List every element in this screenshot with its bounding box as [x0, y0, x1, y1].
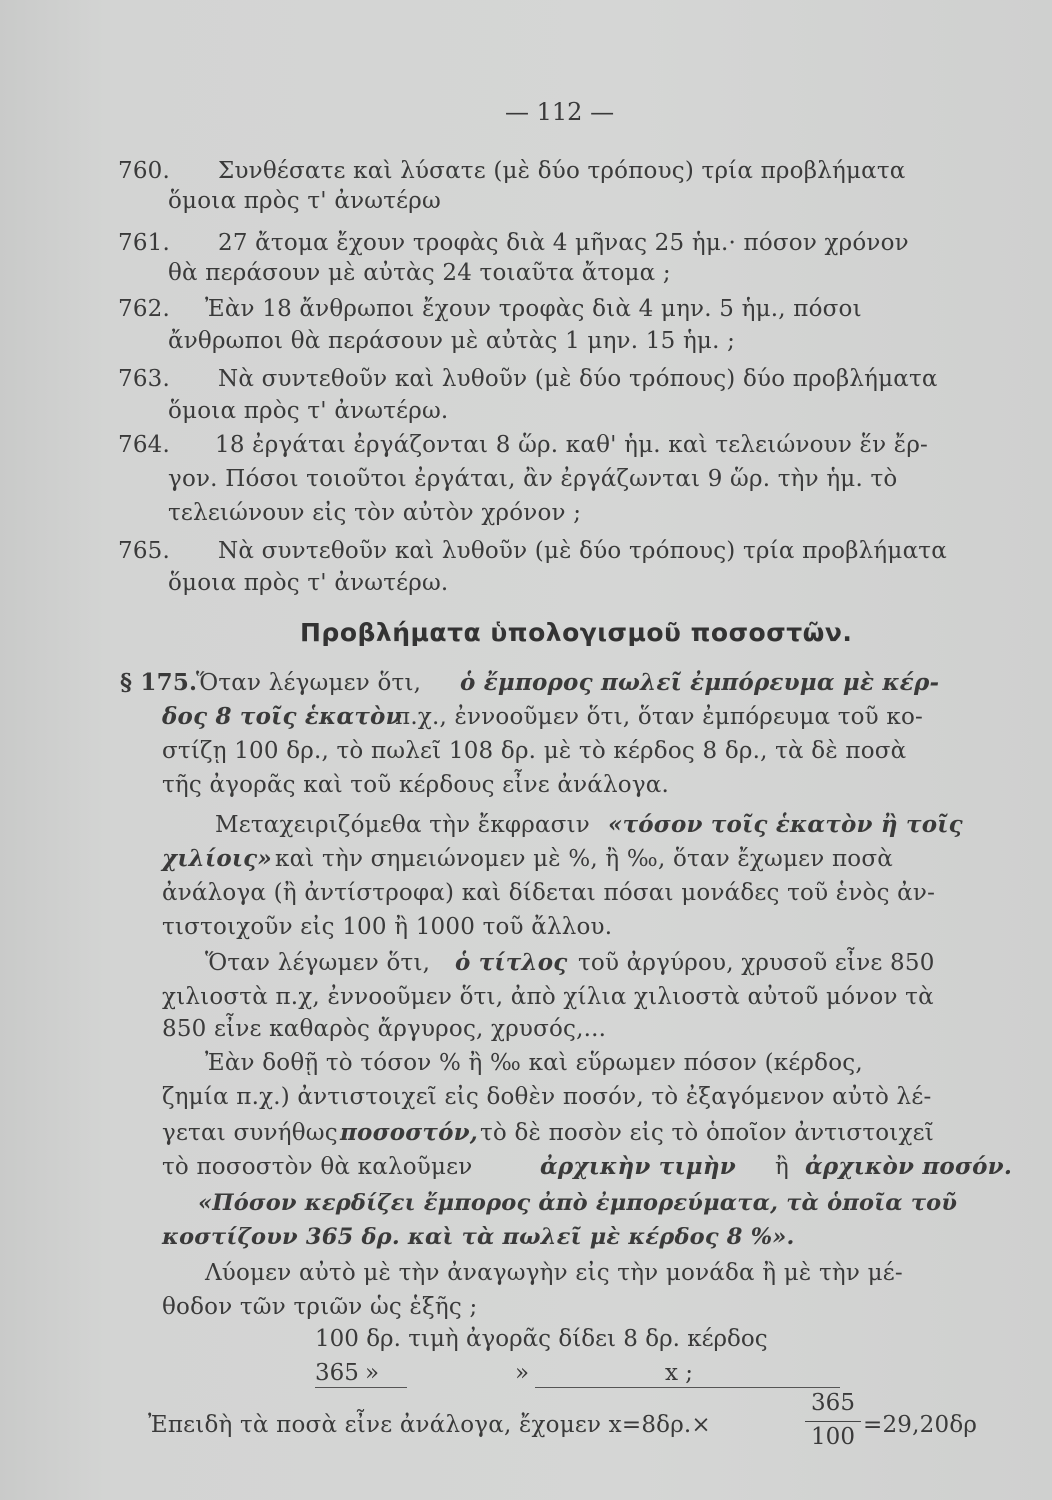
text: Ἐὰν δοθῇ τὸ τόσον % ἢ ‰ καὶ εὕρωμεν πόσον (κέρδος, [205, 1050, 863, 1076]
ditto-mark: » [515, 1360, 530, 1386]
text: Ἐπειδὴ τὰ ποσὰ εἶνε ἀνάλογα, ἔχομεν x=8δρ.× [148, 1412, 711, 1438]
table-row [315, 1360, 694, 1386]
italic-text: κοστίζουν 365 δρ. καὶ τὰ πωλεῖ μὲ κέρδος 8 %». [162, 1224, 795, 1250]
problem-text: ὅμοια πρὸς τ' ἀνωτέρω. [168, 398, 449, 424]
italic-text: «Πόσον κερδίζει ἔμπορος ἀπὸ ἐμπορεύματα, τὰ ὁποῖα τοῦ [198, 1190, 958, 1216]
section-heading: Προβλήματα ὑπολογισμοῦ ποσοστῶν. [300, 618, 853, 647]
problem-number: 765. [118, 538, 171, 564]
problem-number: 763. [118, 366, 171, 392]
ditto-mark: » [365, 1360, 380, 1386]
text: καὶ τὴν σημειώνομεν μὲ %, ἢ ‰, ὅταν ἔχωμεν ποσὰ [275, 846, 893, 872]
text: ἀνάλογα (ἢ ἀντίστροφα) καὶ δίδεται πόσαι μονάδες τοῦ ἑνὸς ἀν- [162, 880, 936, 906]
italic-text: δος 8 τοῖς ἑκατὸν [162, 703, 402, 730]
problem-text: ὅμοια πρὸς τ' ἀνωτέρω. [168, 570, 449, 596]
text: τιστοιχοῦν εἰς 100 ἢ 1000 τοῦ ἄλλου. [162, 914, 613, 940]
italic-text: «τόσον τοῖς ἑκατὸν ἢ τοῖς [608, 811, 963, 838]
text: γεται συνήθως [162, 1120, 338, 1146]
italic-text: ὁ ἔμπορος πωλεῖ ἐμπόρευμα μὲ κέρ- [460, 669, 940, 696]
problem-text: θὰ περάσουν μὲ αὐτὰς 24 τοιαῦτα ἄτομα ; [168, 260, 671, 286]
problem-text: Νὰ συντεθοῦν καὶ λυθοῦν (μὲ δύο τρόπους) δύο προβλήματα [218, 366, 938, 392]
fraction-bar [805, 1421, 861, 1422]
italic-text: ποσοστόν, [340, 1119, 479, 1146]
problem-text: Συνθέσατε καὶ λύσατε (μὲ δύο τρόπους) τρία προβλήματα [218, 158, 906, 184]
problem-text: 27 ἄτομα ἔχουν τροφὰς διὰ 4 μῆνας 25 ἡμ.· πόσον χρόνον [218, 230, 909, 256]
text: Λύομεν αὐτὸ μὲ τὴν ἀναγωγὴν εἰς τὴν μονάδα ἢ μὲ τὴν μέ- [205, 1260, 903, 1286]
text: ζημία π.χ.) ἀντιστοιχεῖ εἰς δοθὲν ποσόν, τὸ ἐξαγόμενον αὐτὸ λέ- [162, 1084, 932, 1110]
text: π.χ., ἐννοοῦμεν ὅτι, ὅταν ἐμπόρευμα τοῦ κο- [395, 704, 923, 730]
text: Ὅταν λέγωμεν ὅτι, [196, 670, 422, 696]
text: τοῦ ἀργύρου, χρυσοῦ εἶνε 850 [578, 950, 935, 976]
problem-number: 760. [118, 158, 171, 184]
text: χιλιοστὰ π.χ, ἐννοοῦμεν ὅτι, ἀπὸ χίλια χιλιοστὰ αὐτοῦ μόνον τὰ [162, 984, 934, 1010]
problem-text: τελειώνουν εἰς τὸν αὐτὸν χρόνον ; [168, 500, 582, 526]
text: τὸ ποσοστὸν θὰ καλοῦμεν [162, 1154, 473, 1180]
problem-text: ὅμοια πρὸς τ' ἀνωτέρω [168, 188, 441, 214]
text: στίζῃ 100 δρ., τὸ πωλεῖ 108 δρ. μὲ τὸ κέρδος 8 δρ., τὰ δὲ ποσὰ [162, 738, 907, 764]
problem-text: 18 ἐργάται ἐργάζονται 8 ὥρ. καθ' ἡμ. καὶ τελειώνουν ἕν ἔρ- [215, 432, 929, 458]
problem-number: 762. [118, 296, 171, 322]
problem-number: 764. [118, 432, 171, 458]
italic-text: ὁ τίτλος [455, 949, 568, 976]
text: τὸ δὲ ποσὸν εἰς τὸ ὁποῖον ἀντιστοιχεῖ [480, 1120, 934, 1146]
result: =29,20δρ [863, 1412, 978, 1438]
table-cell: 365 [315, 1360, 359, 1386]
text: Ὅταν λέγωμεν ὅτι, [205, 950, 431, 976]
problem-number: 761. [118, 230, 171, 256]
text: τῆς ἀγορᾶς καὶ τοῦ κέρδους εἶνε ἀνάλογα. [162, 772, 670, 798]
text: Μεταχειριζόμεθα τὴν ἔκφρασιν [215, 812, 590, 838]
table-row: 100 δρ. τιμὴ ἀγορᾶς δίδει 8 δρ. κέρδος [315, 1326, 768, 1352]
fraction-denominator: 100 [811, 1424, 855, 1450]
text: θοδον τῶν τριῶν ὡς ἑξῆς ; [162, 1294, 478, 1320]
fraction-numerator: 365 [811, 1390, 855, 1416]
problem-text: Ἐὰν 18 ἄνθρωποι ἔχουν τροφὰς διὰ 4 μην. 5 ἡμ., πόσοι [205, 296, 862, 322]
problem-text: ἄνθρωποι θὰ περάσουν μὲ αὐτὰς 1 μην. 15 ἡμ. ; [168, 328, 736, 354]
page-number: — 112 — [505, 98, 615, 126]
table-cell: x ; [665, 1360, 694, 1386]
underline [535, 1387, 840, 1388]
italic-text: ἀρχικὴν τιμὴν [540, 1153, 736, 1180]
underline [315, 1387, 407, 1388]
text: 850 εἶνε καθαρὸς ἄργυρος, χρυσός,... [162, 1016, 607, 1042]
italic-text: ἀρχικὸν ποσόν. [805, 1153, 1013, 1180]
text: ἢ [775, 1154, 789, 1180]
section-label: § 175. [120, 669, 198, 696]
problem-text: γον. Πόσοι τοιοῦτοι ἐργάται, ἂν ἐργάζωνται 9 ὥρ. τὴν ἡμ. τὸ [168, 466, 898, 492]
italic-text: χιλίοις» [162, 845, 272, 872]
problem-text: Νὰ συντεθοῦν καὶ λυθοῦν (μὲ δύο τρόπους) τρία προβλήματα [218, 538, 947, 564]
